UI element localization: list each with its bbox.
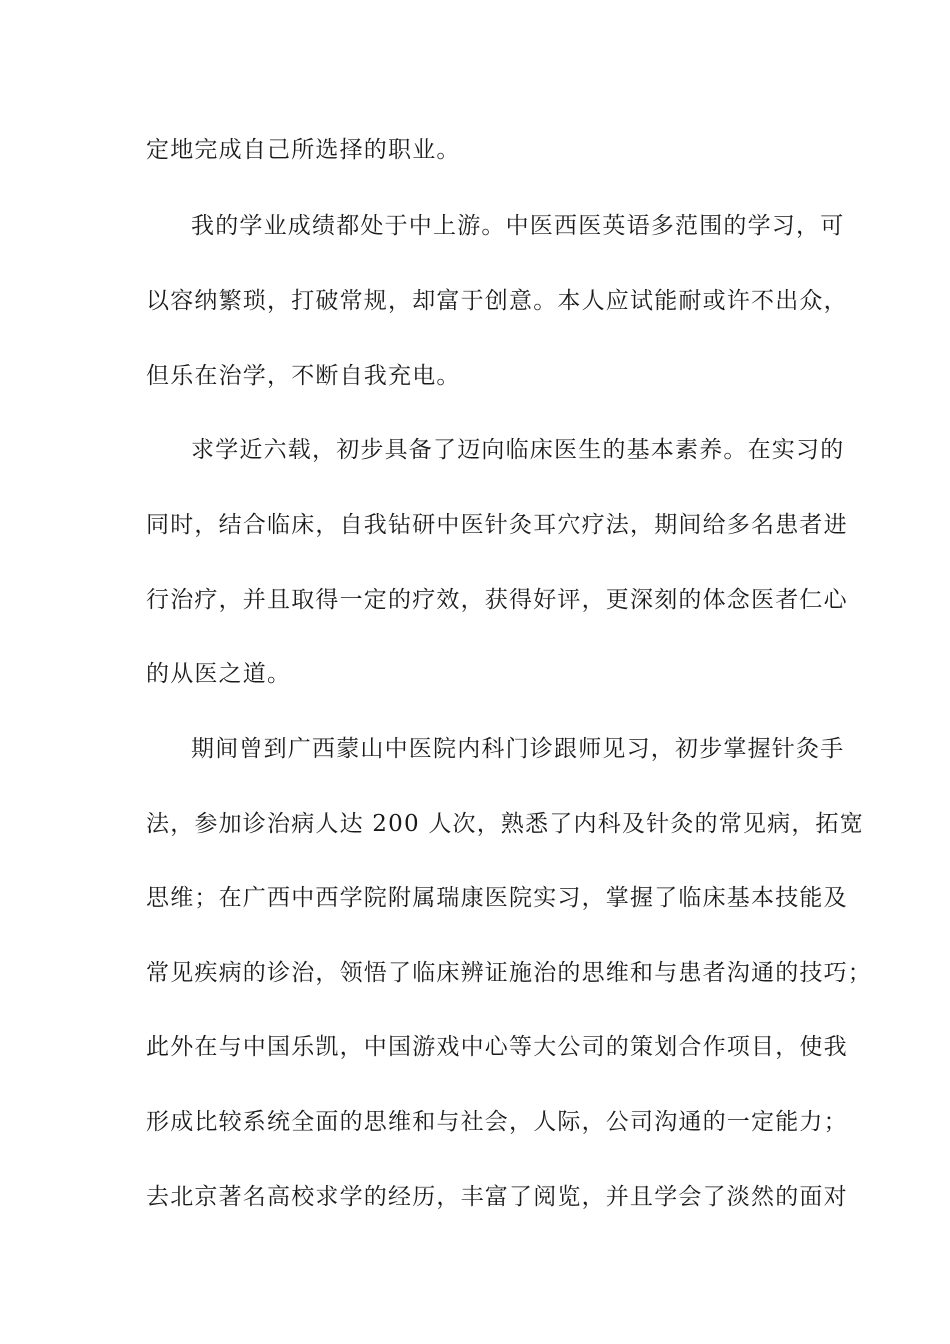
text-line: 此外在与中国乐凯，中国游戏中心等大公司的策划合作项目，使我 (146, 1034, 848, 1060)
text-line: 去北京著名高校求学的经历，丰富了阅览，并且学会了淡然的面对 (146, 1184, 848, 1210)
paragraph-first-line: 期间曾到广西蒙山中医院内科门诊跟师见习，初步掌握针灸手 (191, 736, 845, 762)
text-line: 以容纳繁琐，打破常规，却富于创意。本人应试能耐或许不出众， (146, 288, 848, 314)
text-line: 形成比较系统全面的思维和与社会，人际，公司沟通的一定能力； (146, 1109, 848, 1135)
text-line: 同时，结合临床，自我钻研中医针灸耳穴疗法，期间给多名患者进 (146, 512, 848, 538)
text-line: 思维；在广西中西学院附属瑞康医院实习，掌握了临床基本技能及 (146, 885, 848, 911)
text-line: 的从医之道。 (146, 661, 292, 687)
text-line: 常见疾病的诊治，领悟了临床辨证施治的思维和与患者沟通的技巧； (146, 960, 872, 986)
text-line: 行治疗，并且取得一定的疗效，获得好评，更深刻的体念医者仁心 (146, 587, 848, 613)
text-line: 定地完成自己所选择的职业。 (146, 137, 461, 163)
paragraph-first-line: 我的学业成绩都处于中上游。中医西医英语多范围的学习，可 (191, 213, 845, 239)
paragraph-first-line: 求学近六载，初步具备了迈向临床医生的基本素养。在实习的 (191, 437, 845, 463)
text-line: 法，参加诊治病人达 200 人次，熟悉了内科及针灸的常见病，拓宽 (146, 811, 864, 837)
text-line: 但乐在治学，不断自我充电。 (146, 363, 461, 389)
